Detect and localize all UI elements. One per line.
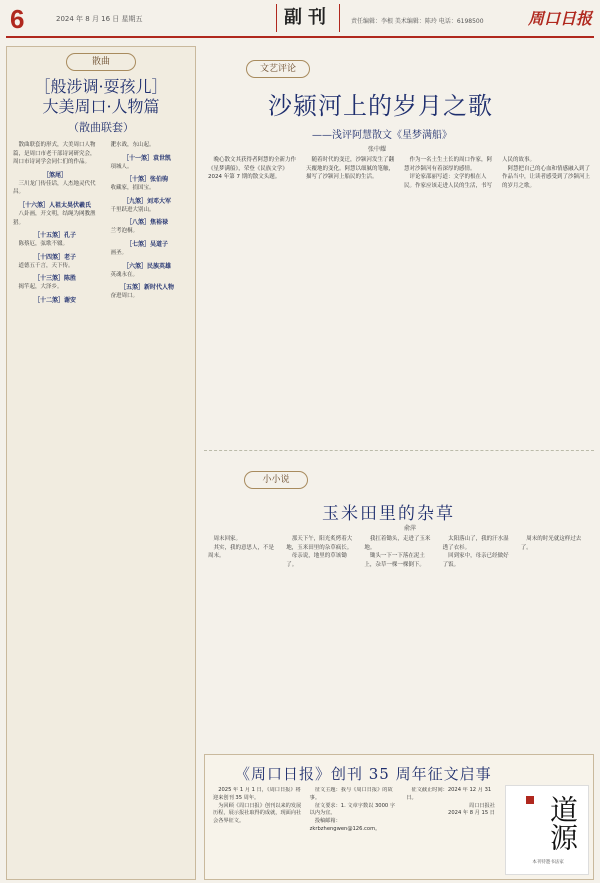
sanqu-section-heading: ［十三煞］陈胜 (33, 275, 76, 283)
sanqu-section-heading: ［十煞］张伯驹 (125, 176, 168, 184)
essay-author: 张中耀 (368, 146, 387, 153)
story-title[interactable]: 玉米田里的杂草 (322, 504, 455, 524)
essay-paragraph: 阿慧把自己的心血和情感融入到了作品当中，让读者感受到了沙颍河上的岁月之歌。 (502, 165, 591, 189)
notice-paragraph: 2025 年 1 月 1 日，《周口日报》将迎来创刊 35 周年。 (213, 787, 301, 801)
essay-paragraph: 评论家邵丽写道：文学的根在人民。作家应该走进人民的生活，书写人民的故事。 (404, 157, 536, 189)
story-tag: 小小说 (244, 471, 308, 489)
essay-subtitle: ——浅评阿慧散文《星梦满船》 (312, 130, 452, 141)
story-body-text (208, 535, 592, 747)
calligraphy-caption: 本刊特邀书法家 (532, 860, 564, 865)
editor-credits: 责任编辑：李根 美术编辑：陈玲 电话：6198500 (351, 18, 484, 25)
notice-paragraph: 为回顾《周口日报》创刊以来的发展历程，展示报社取得的成就，现面向社会各界征文。 (213, 802, 302, 825)
sanqu-section-heading: ［六煞］民族英雄 (122, 262, 171, 270)
sanqu-section-heading: ［十五煞］孔子 (33, 232, 76, 240)
story-author: 俞萍 (404, 525, 417, 532)
sanqu-section-text: 道德五千言，天下传。 (18, 262, 74, 269)
story-paragraph: 母亲说，地里的草该锄了。 (286, 553, 347, 568)
essay-paragraph: 晚心散文其获得者阿慧的全新力作《星梦满船》，荣登《民族文学》2024 年第 7 期的散文头题。 (208, 157, 297, 181)
essay-title[interactable]: 沙颍河上的岁月之歌 (268, 92, 493, 120)
story-paragraph: 周末的时光就这样过去了。 (520, 536, 582, 551)
sanqu-section-text: 英魂永在。 (110, 271, 139, 278)
sanqu-section-text: 兰考泡桐。 (110, 228, 139, 235)
story-paragraph: 回到家中，母亲已经做好了饭。 (442, 553, 509, 568)
notice-paragraph: 征文主题：我与《周口日报》的故事。 (309, 787, 393, 801)
sanqu-section-text: 陈蔡厄，弦歌不辍。 (18, 241, 69, 248)
notice-body-text (213, 787, 495, 877)
story-article (204, 450, 594, 750)
left-heading-2: 大美周口·人物篇 (42, 97, 160, 116)
notice-signature: 周口日报社 (469, 802, 495, 809)
sanqu-section-text: 千里跃进大别山。 (110, 206, 155, 213)
essay-body-text (208, 156, 592, 441)
sanqu-section-heading: ［五煞］新时代人物 (119, 284, 174, 292)
sanqu-section-heading: ［九煞］刘邓大军 (122, 197, 171, 205)
essay-article (204, 46, 594, 446)
essay-tag: 文艺评论 (246, 60, 310, 78)
notice-paragraph: 投稿邮箱：zkrbzhengwen@126.com。 (309, 818, 381, 832)
page-number: 6 (10, 4, 25, 34)
story-paragraph: 那天下午，阳光炙烤着大地，玉米田里的杂草疯长。 (286, 536, 353, 551)
sanqu-section-text: 收藏家，捐国宝。 (110, 185, 155, 192)
seal-stamp-icon (526, 796, 534, 804)
sanqu-section-heading: ［十一煞］袁世凯 (122, 154, 171, 162)
masthead (6, 4, 594, 38)
sanqu-section-text: 淝水战，东山起。 (110, 142, 155, 148)
story-paragraph: 其实，我的意思人，不是周末。 (208, 544, 275, 560)
story-paragraph: 我扛着锄头，走进了玉米地。 (364, 536, 431, 551)
sanqu-section-heading: ［十六煞］人祖太昊伏羲氏 (18, 201, 91, 209)
left-heading: ［般涉调·耍孩儿］ (34, 77, 168, 96)
calligraphy-artwork (505, 785, 589, 875)
sanqu-section-text: 画圣。 (110, 249, 128, 256)
anniversary-notice (204, 754, 594, 880)
notice-paragraph: 征文截止时间：2024 年 12 月 31 日。 (406, 787, 492, 801)
sanqu-section-text: 八卦画，开文明，结绳为网教渔猎。 (13, 210, 96, 226)
story-paragraph: 锄头一下一下落在泥土上，杂草一棵一棵倒下。 (364, 553, 425, 568)
sanqu-section-heading: ［七煞］吴道子 (125, 240, 168, 248)
sanqu-section-text: 散曲联套的形式，大美周口人物篇，是周口市老干部诗词研究会，周口市诗词学会同仁们的作品。 (13, 142, 96, 166)
sanqu-section-heading: ［煞尾］ (42, 171, 67, 179)
left-subheading: （散曲联套） (68, 121, 134, 134)
sanqu-section-text: 奋进周口。 (110, 293, 139, 300)
sanqu-section-text: 三川龙门传佳话，人杰地灵代代昌。 (13, 180, 96, 196)
notice-paragraph: 征文要求：1. 文章字数以 3000 字以内为宜。 (309, 802, 396, 817)
essay-paragraph: 随着时代的变迁，沙颍河发生了翻天覆地的变化。阿慧以细腻的笔触，描写了沙颍河上船民的生活。 (306, 157, 395, 181)
section-title: 副刊 (276, 4, 340, 32)
issue-date: 2024 年 8 月 16 日 星期五 (56, 15, 143, 23)
calligraphy-characters: 道源 (546, 795, 579, 851)
sanqu-section-heading: ［十四煞］老子 (33, 253, 76, 261)
sanqu-section-text: 揭竿起，大泽乡。 (18, 284, 63, 291)
sanqu-section-text: 项城人。 (110, 163, 133, 170)
sanqu-section-heading: ［十二煞］谢安 (33, 296, 76, 304)
column-tag: 散曲 (66, 53, 136, 71)
story-paragraph: 太阳落山了，我的汗水湿透了衣衫。 (442, 536, 509, 551)
notice-date: 2024 年 8 月 15 日 (448, 810, 495, 817)
newspaper-logo: 周口日报 (527, 9, 592, 28)
left-body-text (13, 141, 189, 883)
sanqu-section-heading: ［八煞］焦裕禄 (125, 219, 168, 227)
essay-paragraph: 作为一名土生土长的周口作家，阿慧对沙颍河有着深厚的感情。 (404, 157, 493, 172)
notice-title[interactable]: 《周口日报》创刊 35 周年征文启事 (235, 765, 492, 783)
left-column-sanqu (6, 46, 196, 880)
story-paragraph: 周末回家。 (213, 536, 242, 542)
